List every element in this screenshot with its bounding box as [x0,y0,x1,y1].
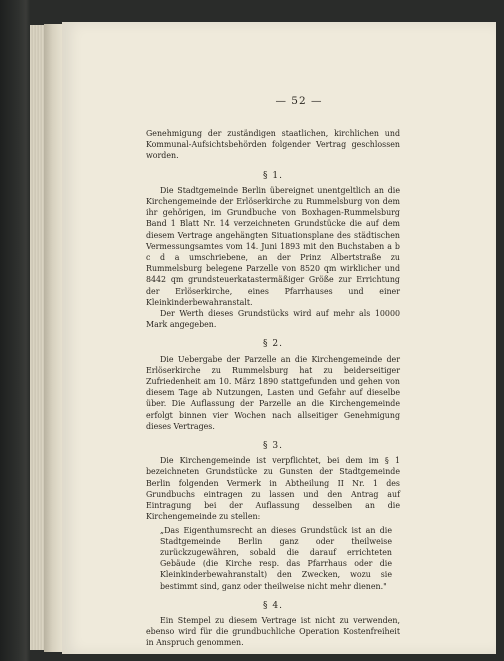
section-heading-3: § 3. [263,441,283,452]
section-heading-1: § 1. [263,170,283,181]
page-edges [30,25,44,650]
section-heading-4: § 4. [263,600,283,611]
section-1-paragraph-2: Der Werth dieses Grundstücks wird auf mehr als 10000 Mark angegeben. [146,309,400,330]
page-number: — 52 — [275,95,323,107]
section-heading-2: § 2. [263,339,283,350]
section-4-paragraph-1: Ein Stempel zu diesem Vertrage ist nicht zu verwenden, ebenso wird für die grundbuchliche Operation Kostenfreiheit in Anspruch genommen. [146,615,400,648]
intro-paragraph: Genehmigung der zuständigen staatlichen, kirchlichen und Kommunal-Aufsichtsbehörden folgender Vertrag geschlossen worden. [146,129,400,161]
page-text [146,128,400,649]
section-2-paragraph-1: Die Uebergabe der Parzelle an die Kirchengemeinde der Erlöserkirche zu Rummelsburg hat zu beiderseitiger Zufriedenheit am 10. März 1890 stattgefunden und gehen von diesem Tage ab Nutzungen, Lasten und Gefahr auf dieselbe über. Die Auflassung der Parzelle an die Kirchengemeinde erfolgt binnen vier Wochen nach allseitiger Genehmigung dieses Vertrages. [146,354,400,431]
section-3-paragraph-1: Die Kirchengemeinde ist verpflichtet, bei dem im § 1 bezeichneten Grundstücke zu Gunsten der Stadtgemeinde Berlin folgenden Vermerk in Abtheilung II Nr. 1 des Grundbuchs eintragen zu lassen und den Antrag auf Eintragung bei der Auflassung desselben an die Kirchengemeinde zu stellen: [146,456,400,522]
section-3-quote: „Das Eigenthumsrecht an dieses Grundstück ist an die Stadtgemeinde Berlin ganz oder theilweise zurückzugewähren, sobald die darauf errichteten Gebäude (die Kirche resp. das Pfarrhaus oder die Kleinkinderbewahranstalt) den Zwecken, wozu sie bestimmt sind, ganz oder theilweise nicht mehr dienen." [160,525,392,591]
section-1-paragraph-1: Die Stadtgemeinde Berlin übereignet unentgeltlich an die Kirchengemeinde der Erlöserkirche zu Rummelsburg von dem ihr gehörigen, im Grundbuche von Boxhagen-Rummelsburg Band 1 Blatt Nr. 14 verzeichneten Grundstücke die auf dem diesem Vertrage angehängten Situationsplane des städtischen Vermessungsamtes vom 14. Juni 1893 mit den Buchstaben a b c d a umschriebene, an der Prinz Albertstraße zu Rummelsburg belegene Parzelle von 8520 qm wirklicher und 8442 qm grundsteuerkatastermäßiger Größe zur Errichtung der Erlöserkirche, eines Pfarrhauses und einer Kleinkinderbewahranstalt. [146,185,400,307]
